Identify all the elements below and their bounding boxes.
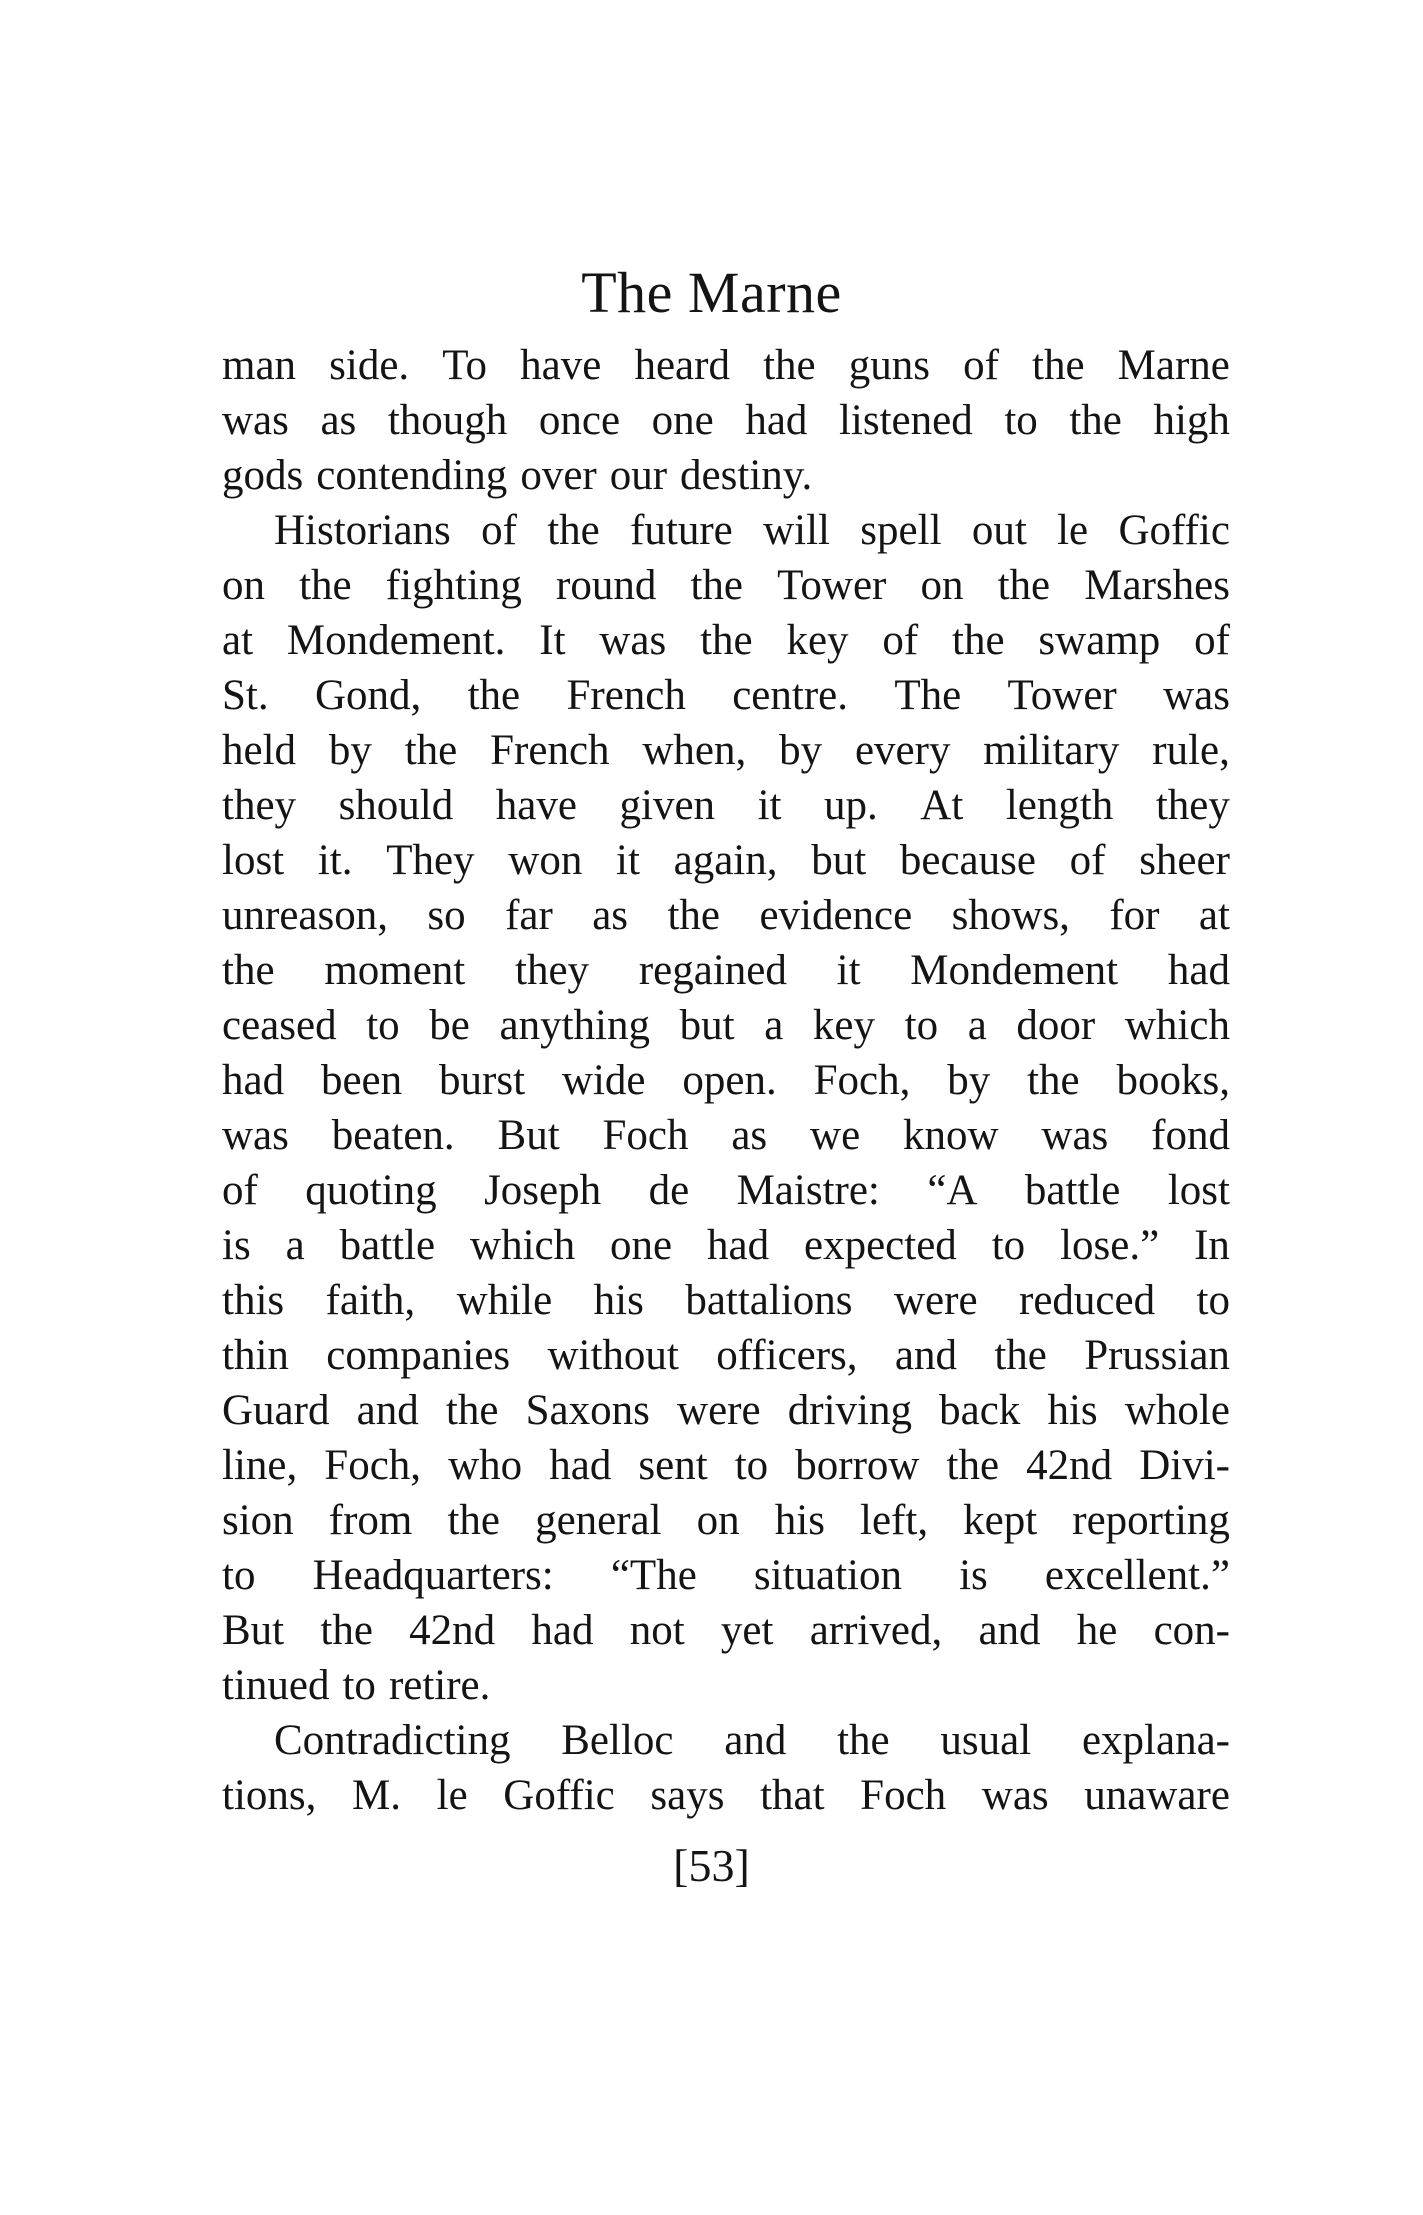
text-line: on the fighting round the Tower on the Marshes [222, 562, 1230, 609]
text-line: had been burst wide open. Foch, by the books, [222, 1057, 1230, 1104]
text-line: But the 42nd had not yet arrived, and he con- [222, 1607, 1230, 1654]
text-line: Guard and the Saxons were driving back his whole [222, 1387, 1230, 1434]
text-line: held by the French when, by every military rule, [222, 727, 1230, 774]
text-line: ceased to be anything but a key to a door which [222, 1002, 1230, 1049]
text-line: sion from the general on his left, kept reporting [222, 1497, 1230, 1544]
text-line: tions, M. le Goffic says that Foch was unaware [222, 1772, 1230, 1819]
text-line: St. Gond, the French centre. The Tower was [222, 672, 1230, 719]
text-line: Contradicting Belloc and the usual explana- [274, 1717, 1230, 1764]
text-line: the moment they regained it Mondement had [222, 947, 1230, 994]
text-line: at Mondement. It was the key of the swamp of [222, 617, 1230, 664]
text-line: to Headquarters: “The situation is excellent.” [222, 1552, 1230, 1599]
text-line: was as though once one had listened to the high [222, 397, 1230, 444]
text-line: line, Foch, who had sent to borrow the 42nd Divi- [222, 1442, 1230, 1489]
text-line: they should have given it up. At length they [222, 782, 1230, 829]
text-line: tinued to retire. [222, 1662, 491, 1709]
running-title: The Marne [581, 260, 842, 325]
page-number: [53] [673, 1840, 750, 1891]
text-line: was beaten. But Foch as we know was fond [222, 1112, 1230, 1159]
body-text [222, 338, 1230, 1823]
text-line: Historians of the future will spell out le Goffic [274, 507, 1230, 554]
text-line: lost it. They won it again, but because of sheer [222, 837, 1230, 884]
text-line: unreason, so far as the evidence shows, for at [222, 892, 1230, 939]
text-line: of quoting Joseph de Maistre: “A battle lost [222, 1167, 1230, 1214]
text-line: this faith, while his battalions were reduced to [222, 1277, 1230, 1324]
text-line: man side. To have heard the guns of the Marne [222, 342, 1230, 389]
text-line: thin companies without officers, and the Prussian [222, 1332, 1230, 1379]
text-line: gods contending over our destiny. [222, 452, 813, 499]
text-line: is a battle which one had expected to lose.” In [222, 1222, 1230, 1269]
